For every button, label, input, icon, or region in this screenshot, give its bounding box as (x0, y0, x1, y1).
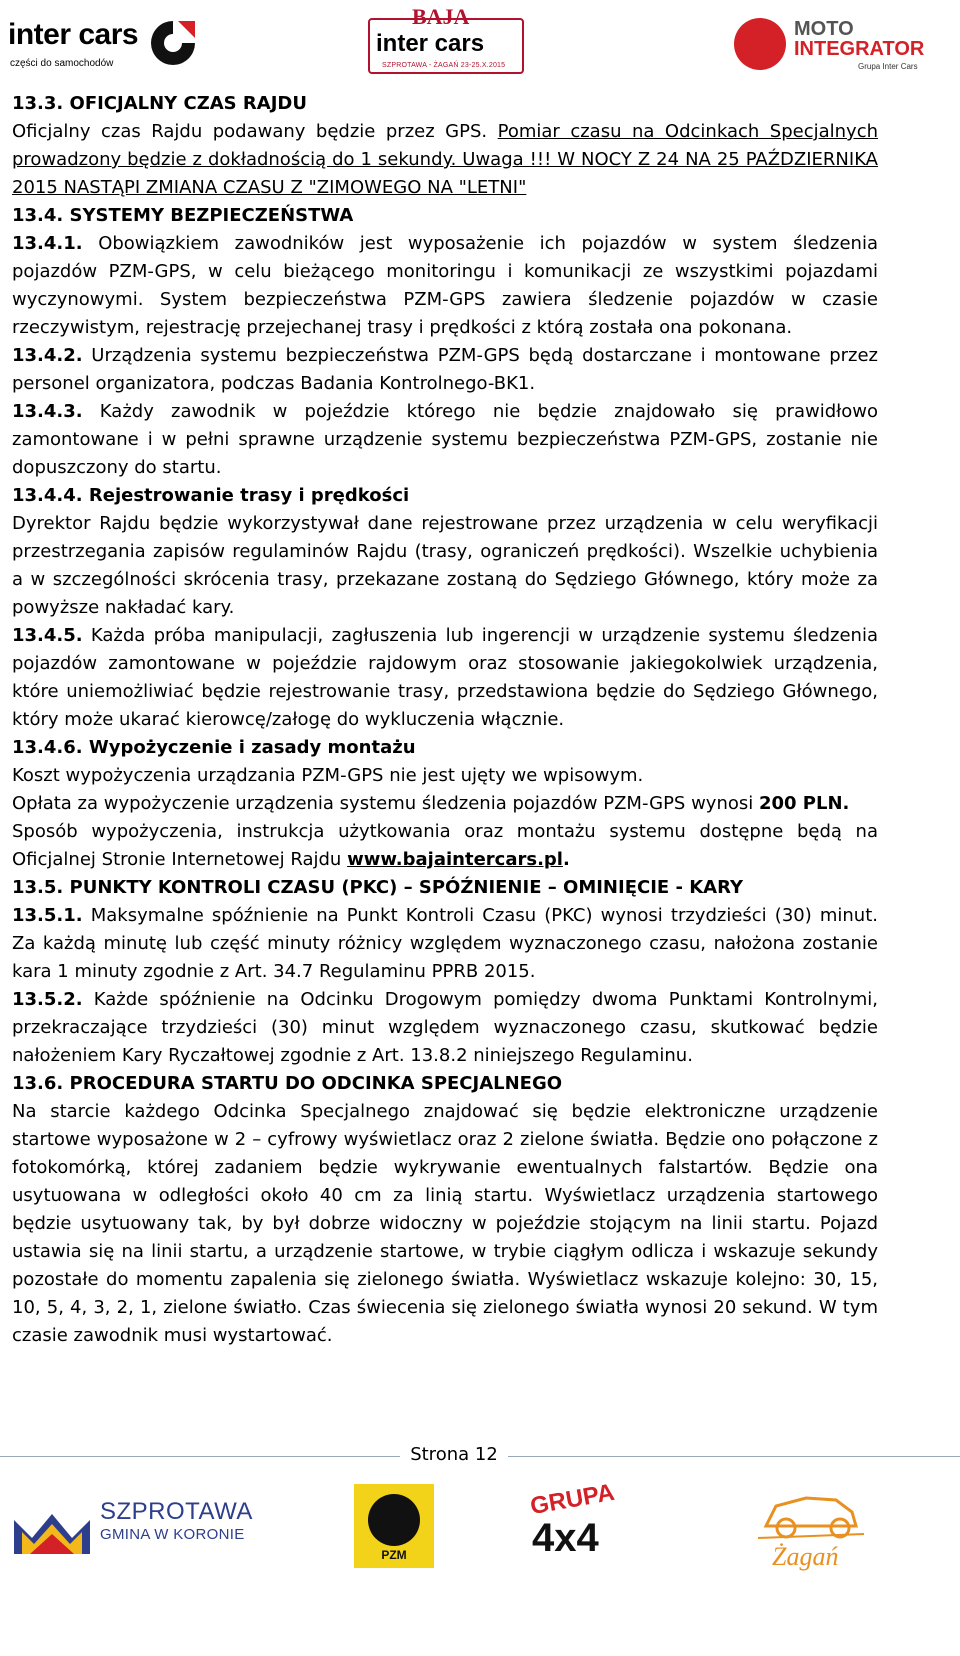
section-13-4-1-number: 13.4.1. (12, 233, 83, 254)
section-13-4-2-number: 13.4.2. (12, 345, 83, 366)
section-13-4-3-text: Każdy zawodnik w pojeździe którego nie będzie znajdowało się prawidłowo zamontowane i w pełni sprawne urządzenie systemu bezpieczeństwa PZM-GPS, zostanie nie dopuszczony do startu. (12, 401, 878, 478)
section-13-4-6-info-text: Sposób wypożyczenia, instrukcja użytkowania oraz montażu systemu dostępne będą na Oficjalnej Stronie Internetowej Rajdu (12, 821, 878, 870)
motointegrator-logo-line2: INTEGRATOR (794, 38, 925, 60)
footer-divider-right (508, 1456, 960, 1457)
zagan-logo-text: Żagań (772, 1542, 839, 1571)
section-13-4-5-number: 13.4.5. (12, 625, 83, 646)
baja-intercars-logo (368, 4, 528, 74)
szprotawa-logo-subtitle: GMINA W KORONIE (100, 1526, 245, 1543)
baja-logo-brand: inter cars (376, 30, 485, 57)
section-13-5-2-text: Każde spóźnienie na Odcinku Drogowym pomiędzy dwoma Punktami Kontrolnymi, przekraczające trzydzieści (30) minut względem wyznaczonego czasu, skutkować będzie nałożeniem Kary Ryczałtowej zgodnie z Art. 13.8.2 niniejszego Regulaminu. (12, 989, 878, 1066)
offroad-car-icon (756, 1476, 866, 1542)
document-body (12, 90, 878, 1350)
section-13-6-title: 13.6. PROCEDURA STARTU DO ODCINKA SPECJALNEGO (12, 1073, 563, 1094)
section-13-4-2-text: Urządzenia systemu bezpieczeństwa PZM-GPS będą dostarczane i montowane przez personel organizatora, podczas Badania Kontrolnego-BK1. (12, 345, 878, 394)
section-13-4-6-info-period: . (562, 849, 570, 870)
baja-logo-title: BAJA (412, 4, 470, 29)
pzm-emblem-icon (368, 1494, 420, 1546)
website-link[interactable]: www.bajaintercars.pl (347, 849, 563, 870)
section-13-4-6-fee-text: Opłata za wypożyczenie urządzenia systemu śledzenia pojazdów PZM-GPS wynosi (12, 793, 759, 814)
section-13-5-2-number: 13.5.2. (12, 989, 83, 1010)
section-13-3-text (12, 118, 878, 202)
section-13-5-title: 13.5. PUNKTY KONTROLI CZASU (PKC) – SPÓŹNIENIE – OMINIĘCIE - KARY (12, 877, 743, 898)
section-13-4-6-title: 13.4.6. Wypożyczenie i zasady montażu (12, 737, 416, 758)
szprotawa-emblem-icon (12, 1500, 92, 1556)
section-13-4-3 (12, 398, 878, 482)
motointegrator-logo-line3: Grupa Inter Cars (858, 62, 918, 71)
zagan-logo (752, 1476, 872, 1576)
section-13-4-title: 13.4. SYSTEMY BEZPIECZEŃSTWA (12, 205, 354, 226)
section-13-5-2 (12, 986, 878, 1070)
section-13-4-3-number: 13.4.3. (12, 401, 83, 422)
section-13-4-1-text: Obowiązkiem zawodników jest wyposażenie ich pojazdów w system śledzenia pojazdów PZM-GPS, w celu bieżącego monitoringu i komunikacji ze wszystkimi pojazdami wyczynowymi. System bezpieczeństwa PZM-GPS zawiera śledzenie pojazdów w czasie rzeczywistym, rejestrację przejechanej trasy i prędkości z którą została ona pokonana. (12, 233, 878, 338)
section-13-4-5 (12, 622, 878, 734)
page-number: Strona 12 (410, 1444, 498, 1465)
section-13-3-title: 13.3. OFICJALNY CZAS RAJDU (12, 93, 307, 114)
section-13-4-2 (12, 342, 878, 398)
page-header (0, 0, 960, 100)
section-13-4-4-title: 13.4.4. Rejestrowanie trasy i prędkości (12, 485, 410, 506)
section-13-4-6-info (12, 818, 878, 874)
intercars-logo-subtitle: części do samochodów (10, 58, 114, 69)
motointegrator-emblem-icon (734, 18, 786, 70)
section-13-4-5-text: Każda próba manipulacji, zagłuszenia lub ingerencji w urządzenie systemu śledzenia pojazdów zamontowane w pojeździe rajdowym oraz stosowanie jakiegokolwiek urządzenia, które uniemożliwiać będzie rejestrowanie trasy, przedstawiona będzie do Sędziego Głównego, który może ukarać kierowcę/załogę do wykluczenia włącznie. (12, 625, 878, 730)
motointegrator-logo (734, 18, 934, 78)
intercars-logo (8, 14, 208, 74)
pzm-logo (354, 1484, 434, 1568)
section-13-4-6-fee-amount: 200 PLN. (758, 793, 850, 814)
section-13-6-text: Na starcie każdego Odcinka Specjalnego znajdować się będzie elektroniczne urządzenie startowe wyposażone w 2 – cyfrowy wyświetlacz oraz 2 zielone światła. Będzie ono połączone z fotokomórką, której zadaniem będzie wykrywanie ewentualnych falstartów. Będzie ona usytuowana w odległości około 40 cm za linią startu. Wyświetlacz urządzenia startowego będzie usytuowany tak, by był dobrze widoczny w pojeździe stojącym na linii startu. Pojazd ustawia się na linii startu, a urządzenie startowe, w trybie ciągłym odlicza i wskazuje sekundy pozostałe do momentu zapalenia się zielonego światła. Wyświetlacz wskazuje kolejno: 30, 15, 10, 5, 4, 3, 2, 1, zielone światło. Czas świecenia się zielonego światła wynosi 20 sekund. W tym czasie zawodnik musi wystartować. (12, 1101, 878, 1346)
section-13-3-text-underlined: Pomiar czasu na Odcinkach Specjalnych prowadzony będzie z dokładnością do 1 sekundy. Uwaga !!! W NOCY Z 24 NA 25 PAŹDZIERNIKA 2015 NASTĄPI ZMIANA CZASU Z "ZIMOWEGO NA "LETNI" (12, 121, 878, 198)
section-13-4-6-fee (12, 790, 878, 818)
baja-logo-dates: SZPROTAWA - ŻAGAŃ 23-25.X.2015 (382, 62, 506, 69)
szprotawa-logo-title: SZPROTAWA (100, 1498, 253, 1525)
section-13-5-1 (12, 902, 878, 986)
section-13-4-1 (12, 230, 878, 342)
grupa-logo-line1: GRUPA (528, 1478, 617, 1521)
intercars-emblem-icon (148, 18, 198, 68)
grupa-logo-line2: 4x4 (532, 1516, 599, 1560)
section-13-5-1-text: Maksymalne spóźnienie na Punkt Kontroli Czasu (PKC) wynosi trzydzieści (30) minut. Za każdą minutę lub część minuty różnicy względem wyznaczonego czasu, nałożona zostanie kara 1 minuty zgodnie z Art. 34.7 Regulaminu PPRB 2015. (12, 905, 878, 982)
footer-divider-left (0, 1456, 400, 1457)
szprotawa-logo (12, 1496, 262, 1556)
section-13-5-1-number: 13.5.1. (12, 905, 83, 926)
section-13-3-text-a: Oficjalny czas Rajdu podawany będzie przez GPS. (12, 121, 498, 142)
intercars-logo-text: inter cars (8, 18, 139, 51)
grupa-4x4-logo (522, 1478, 642, 1578)
motointegrator-logo-line1: MOTO (794, 18, 854, 40)
section-13-4-6-cost: Koszt wypożyczenia urządzania PZM-GPS nie jest ujęty we wpisowym. (12, 765, 644, 786)
section-13-4-4-text: Dyrektor Rajdu będzie wykorzystywał dane rejestrowane przez urządzenia w celu weryfikacji przestrzegania zapisów regulaminów Rajdu (trasy, ograniczeń prędkości). Wszelkie uchybienia a w szczególności skrócenia trasy, przekazane zostaną do Sędziego Głównego, który może za powyższe nakładać kary. (12, 513, 878, 618)
pzm-logo-text: PZM (381, 1548, 407, 1562)
